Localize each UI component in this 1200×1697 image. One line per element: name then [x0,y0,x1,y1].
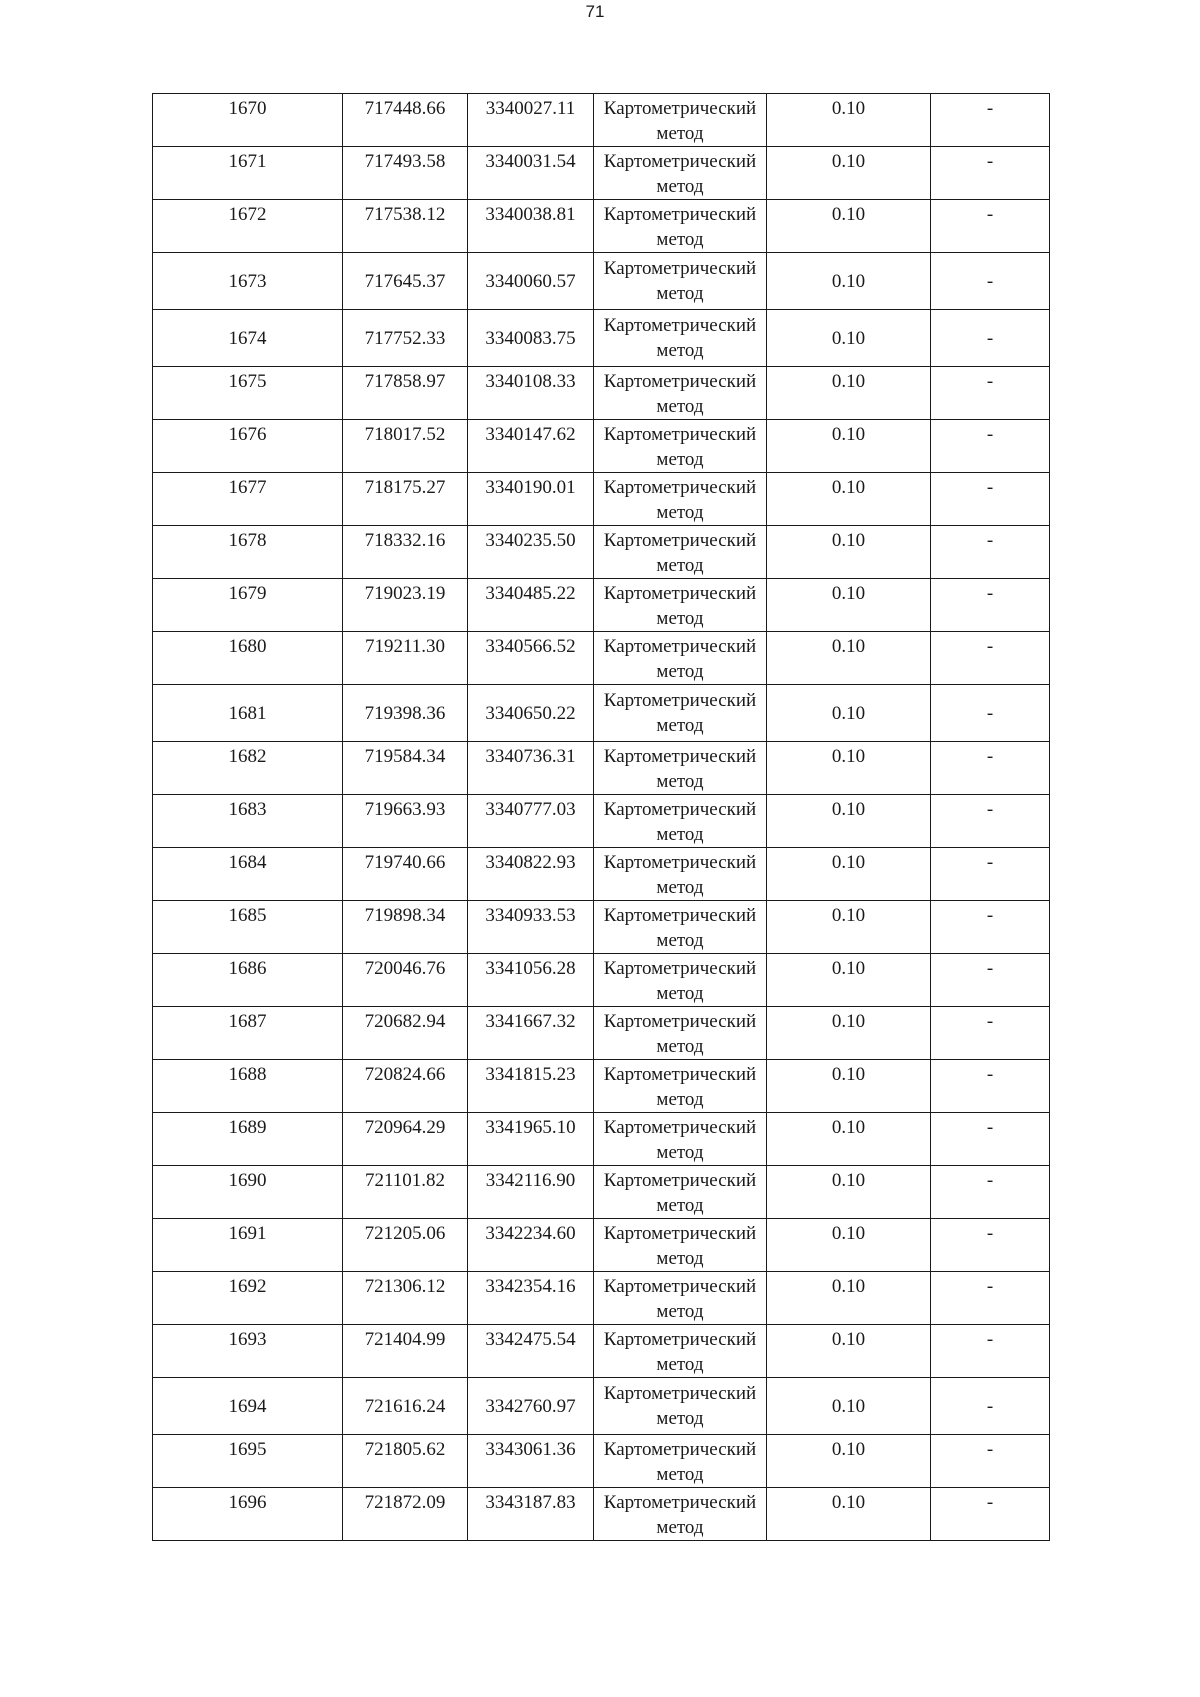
y-coordinate-cell: 3340822.93 [468,848,594,901]
note-cell: - [931,253,1050,310]
x-coordinate-cell: 721306.12 [343,1272,468,1325]
x-coordinate-cell: 721404.99 [343,1325,468,1378]
x-coordinate-cell: 719398.36 [343,685,468,742]
table-row [153,1060,1050,1113]
point-number-cell: 1688 [153,1060,343,1113]
y-coordinate-cell: 3340083.75 [468,310,594,367]
x-coordinate-cell: 718175.27 [343,473,468,526]
method-cell: Картометрический метод [594,147,767,200]
note-cell: - [931,367,1050,420]
point-number-cell: 1696 [153,1488,343,1541]
y-coordinate-cell: 3342116.90 [468,1166,594,1219]
note-cell: - [931,795,1050,848]
point-number-cell: 1677 [153,473,343,526]
point-number-cell: 1675 [153,367,343,420]
x-coordinate-cell: 717448.66 [343,94,468,147]
note-cell: - [931,1219,1050,1272]
table-row [153,848,1050,901]
precision-cell: 0.10 [767,420,931,473]
table-row [153,473,1050,526]
x-coordinate-cell: 719663.93 [343,795,468,848]
x-coordinate-cell: 720824.66 [343,1060,468,1113]
table-row [153,1007,1050,1060]
method-cell: Картометрический метод [594,253,767,310]
y-coordinate-cell: 3340485.22 [468,579,594,632]
note-cell: - [931,685,1050,742]
method-cell: Картометрический метод [594,420,767,473]
coordinates-table-body [153,94,1050,1541]
note-cell: - [931,147,1050,200]
y-coordinate-cell: 3340235.50 [468,526,594,579]
method-cell: Картометрический метод [594,1113,767,1166]
method-cell: Картометрический метод [594,742,767,795]
x-coordinate-cell: 717493.58 [343,147,468,200]
table-row [153,795,1050,848]
method-cell: Картометрический метод [594,954,767,1007]
note-cell: - [931,742,1050,795]
x-coordinate-cell: 719023.19 [343,579,468,632]
table-row [153,742,1050,795]
table-row [153,1166,1050,1219]
point-number-cell: 1684 [153,848,343,901]
method-cell: Картометрический метод [594,526,767,579]
table-row [153,94,1050,147]
method-cell: Картометрический метод [594,367,767,420]
precision-cell: 0.10 [767,1272,931,1325]
precision-cell: 0.10 [767,579,931,632]
method-cell: Картометрический метод [594,1007,767,1060]
precision-cell: 0.10 [767,200,931,253]
table-row [153,1113,1050,1166]
note-cell: - [931,1488,1050,1541]
method-cell: Картометрический метод [594,1272,767,1325]
x-coordinate-cell: 721101.82 [343,1166,468,1219]
point-number-cell: 1670 [153,94,343,147]
x-coordinate-cell: 721872.09 [343,1488,468,1541]
x-coordinate-cell: 719211.30 [343,632,468,685]
precision-cell: 0.10 [767,685,931,742]
table-row [153,1435,1050,1488]
x-coordinate-cell: 721805.62 [343,1435,468,1488]
method-cell: Картометрический метод [594,94,767,147]
note-cell: - [931,1166,1050,1219]
point-number-cell: 1683 [153,795,343,848]
y-coordinate-cell: 3340031.54 [468,147,594,200]
point-number-cell: 1672 [153,200,343,253]
note-cell: - [931,1325,1050,1378]
y-coordinate-cell: 3340108.33 [468,367,594,420]
precision-cell: 0.10 [767,526,931,579]
method-cell: Картометрический метод [594,901,767,954]
point-number-cell: 1679 [153,579,343,632]
x-coordinate-cell: 719740.66 [343,848,468,901]
point-number-cell: 1681 [153,685,343,742]
x-coordinate-cell: 717538.12 [343,200,468,253]
precision-cell: 0.10 [767,253,931,310]
note-cell: - [931,1272,1050,1325]
note-cell: - [931,632,1050,685]
x-coordinate-cell: 717645.37 [343,253,468,310]
table-row [153,147,1050,200]
point-number-cell: 1678 [153,526,343,579]
y-coordinate-cell: 3340190.01 [468,473,594,526]
x-coordinate-cell: 721205.06 [343,1219,468,1272]
x-coordinate-cell: 719584.34 [343,742,468,795]
table-row [153,200,1050,253]
table-row [153,685,1050,742]
method-cell: Картометрический метод [594,1166,767,1219]
table-row [153,954,1050,1007]
note-cell: - [931,1060,1050,1113]
y-coordinate-cell: 3340933.53 [468,901,594,954]
method-cell: Картометрический метод [594,795,767,848]
table-row [153,1325,1050,1378]
note-cell: - [931,1378,1050,1435]
method-cell: Картометрический метод [594,1219,767,1272]
precision-cell: 0.10 [767,1219,931,1272]
x-coordinate-cell: 721616.24 [343,1378,468,1435]
y-coordinate-cell: 3343187.83 [468,1488,594,1541]
point-number-cell: 1686 [153,954,343,1007]
note-cell: - [931,200,1050,253]
table-row [153,1272,1050,1325]
precision-cell: 0.10 [767,1113,931,1166]
precision-cell: 0.10 [767,367,931,420]
note-cell: - [931,579,1050,632]
table-row [153,420,1050,473]
method-cell: Картометрический метод [594,848,767,901]
point-number-cell: 1692 [153,1272,343,1325]
note-cell: - [931,473,1050,526]
point-number-cell: 1671 [153,147,343,200]
precision-cell: 0.10 [767,473,931,526]
point-number-cell: 1680 [153,632,343,685]
note-cell: - [931,1113,1050,1166]
precision-cell: 0.10 [767,954,931,1007]
page-number: 71 [585,2,605,21]
x-coordinate-cell: 720046.76 [343,954,468,1007]
note-cell: - [931,526,1050,579]
precision-cell: 0.10 [767,1325,931,1378]
y-coordinate-cell: 3340038.81 [468,200,594,253]
x-coordinate-cell: 720682.94 [343,1007,468,1060]
precision-cell: 0.10 [767,1488,931,1541]
method-cell: Картометрический метод [594,579,767,632]
table-row [153,1488,1050,1541]
coordinates-table [152,93,1050,1541]
note-cell: - [931,1007,1050,1060]
point-number-cell: 1690 [153,1166,343,1219]
point-number-cell: 1689 [153,1113,343,1166]
x-coordinate-cell: 720964.29 [343,1113,468,1166]
method-cell: Картометрический метод [594,310,767,367]
y-coordinate-cell: 3340027.11 [468,94,594,147]
point-number-cell: 1693 [153,1325,343,1378]
precision-cell: 0.10 [767,1166,931,1219]
precision-cell: 0.10 [767,1007,931,1060]
point-number-cell: 1694 [153,1378,343,1435]
table-row [153,526,1050,579]
method-cell: Картометрический метод [594,685,767,742]
method-cell: Картометрический метод [594,1378,767,1435]
y-coordinate-cell: 3340650.22 [468,685,594,742]
point-number-cell: 1676 [153,420,343,473]
y-coordinate-cell: 3340060.57 [468,253,594,310]
point-number-cell: 1687 [153,1007,343,1060]
y-coordinate-cell: 3340736.31 [468,742,594,795]
precision-cell: 0.10 [767,632,931,685]
method-cell: Картометрический метод [594,473,767,526]
precision-cell: 0.10 [767,1060,931,1113]
x-coordinate-cell: 717752.33 [343,310,468,367]
y-coordinate-cell: 3341667.32 [468,1007,594,1060]
y-coordinate-cell: 3342760.97 [468,1378,594,1435]
point-number-cell: 1691 [153,1219,343,1272]
precision-cell: 0.10 [767,901,931,954]
y-coordinate-cell: 3341965.10 [468,1113,594,1166]
table-row [153,310,1050,367]
precision-cell: 0.10 [767,147,931,200]
method-cell: Картометрический метод [594,1435,767,1488]
y-coordinate-cell: 3342475.54 [468,1325,594,1378]
note-cell: - [931,420,1050,473]
table-row [153,1219,1050,1272]
method-cell: Картометрический метод [594,1325,767,1378]
point-number-cell: 1673 [153,253,343,310]
precision-cell: 0.10 [767,742,931,795]
y-coordinate-cell: 3340147.62 [468,420,594,473]
method-cell: Картометрический метод [594,200,767,253]
point-number-cell: 1695 [153,1435,343,1488]
method-cell: Картометрический метод [594,1488,767,1541]
table-row [153,1378,1050,1435]
point-number-cell: 1685 [153,901,343,954]
note-cell: - [931,848,1050,901]
x-coordinate-cell: 717858.97 [343,367,468,420]
y-coordinate-cell: 3340777.03 [468,795,594,848]
x-coordinate-cell: 719898.34 [343,901,468,954]
note-cell: - [931,901,1050,954]
point-number-cell: 1674 [153,310,343,367]
precision-cell: 0.10 [767,310,931,367]
y-coordinate-cell: 3341056.28 [468,954,594,1007]
table-row [153,253,1050,310]
table-row [153,632,1050,685]
precision-cell: 0.10 [767,94,931,147]
precision-cell: 0.10 [767,848,931,901]
table-row [153,901,1050,954]
table-row [153,367,1050,420]
y-coordinate-cell: 3340566.52 [468,632,594,685]
x-coordinate-cell: 718332.16 [343,526,468,579]
note-cell: - [931,1435,1050,1488]
method-cell: Картометрический метод [594,632,767,685]
x-coordinate-cell: 718017.52 [343,420,468,473]
note-cell: - [931,954,1050,1007]
method-cell: Картометрический метод [594,1060,767,1113]
point-number-cell: 1682 [153,742,343,795]
precision-cell: 0.10 [767,795,931,848]
y-coordinate-cell: 3341815.23 [468,1060,594,1113]
table-row [153,579,1050,632]
precision-cell: 0.10 [767,1378,931,1435]
y-coordinate-cell: 3343061.36 [468,1435,594,1488]
y-coordinate-cell: 3342234.60 [468,1219,594,1272]
precision-cell: 0.10 [767,1435,931,1488]
y-coordinate-cell: 3342354.16 [468,1272,594,1325]
note-cell: - [931,94,1050,147]
note-cell: - [931,310,1050,367]
